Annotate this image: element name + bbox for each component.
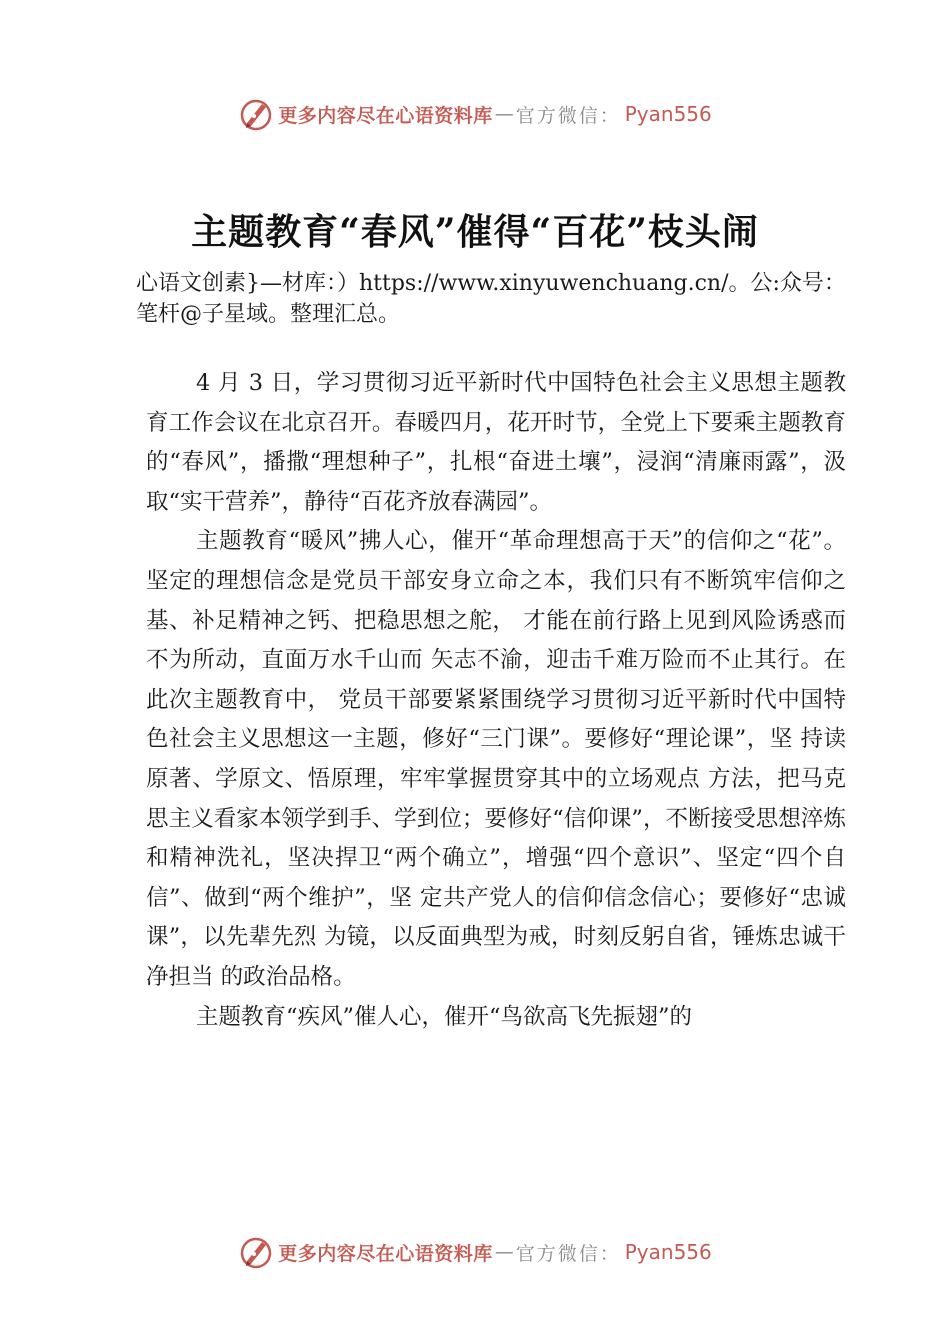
document-title: 主题教育“春风”催得“百花”枝头闹: [191, 211, 759, 253]
banner-wechat-label: 官方微信：: [515, 104, 621, 127]
source-note: 心语文创素}—材库：）https://www.xinyuwenchuang.cn/。公:众号：笔杆@子星域。整理汇总。: [136, 271, 846, 327]
pen-logo-icon: [238, 96, 274, 132]
banner-wechat-id: Pyan556: [624, 102, 712, 126]
banner-text: 更多内容尽在心语资料库: [278, 1242, 493, 1265]
banner-wechat-label: 官方微信：: [515, 1242, 621, 1265]
banner-separator: —: [494, 1241, 514, 1263]
article-body: [146, 364, 846, 1037]
paragraph: 主题教育“疾风”催人心，催开“鸟欲高飞先振翅”的: [196, 1003, 693, 1030]
banner-separator: —: [494, 103, 514, 125]
paragraph: 4 月 3 日，学习贯彻习近平新时代中国特色社会主义思想主题教育工作会议在北京召开。春暖四月，花开时节，全党上下要乘主题教育的“春风”，播撒“理想种子”，扎根“奋进土壤”，浸润“清廉雨露”，汲取“实干营养”，静待“百花齐放春满园”。: [146, 370, 846, 515]
banner-text: 更多内容尽在心语资料库: [278, 104, 493, 127]
header-banner: [0, 96, 950, 132]
pen-logo-icon: [238, 1234, 274, 1270]
paragraph: 主题教育“暖风”拂人心，催开“革命理想高于天”的信仰之“花”。坚定的理想信念是党员干部安身立命之本，我们只有不断筑牢信仰之基、补足精神之钙、把稳思想之舵， 才能在前行路上见到风险诱惑而不为所动，直面万水千山而 矢志不渝，迎击千难万险而不止其行。在此次主题教育中， 党员干部要紧紧围绕学习贯彻习近平新时代中国特色社会主义思想这一主题，修好“三门课”。要修好“理论课”，坚 持读原著、学原文、悟原理，牢牢掌握贯穿其中的立场观点 方法，把马克思主义看家本领学到手、学到位；要修好“信仰课”，不断接受思想淬炼和精神洗礼，坚决捍卫“两个确立”，增强“四个意识”、坚定“四个自信”、做到“两个维护”，坚 定共产党人的信仰信念信心；要修好“忠诚课”，以先辈先烈 为镜，以反面典型为戒，时刻反躬自省，锤炼忠诚干净担当 的政治品格。: [146, 528, 846, 990]
footer-banner: [0, 1234, 950, 1270]
banner-wechat-id: Pyan556: [624, 1240, 712, 1264]
